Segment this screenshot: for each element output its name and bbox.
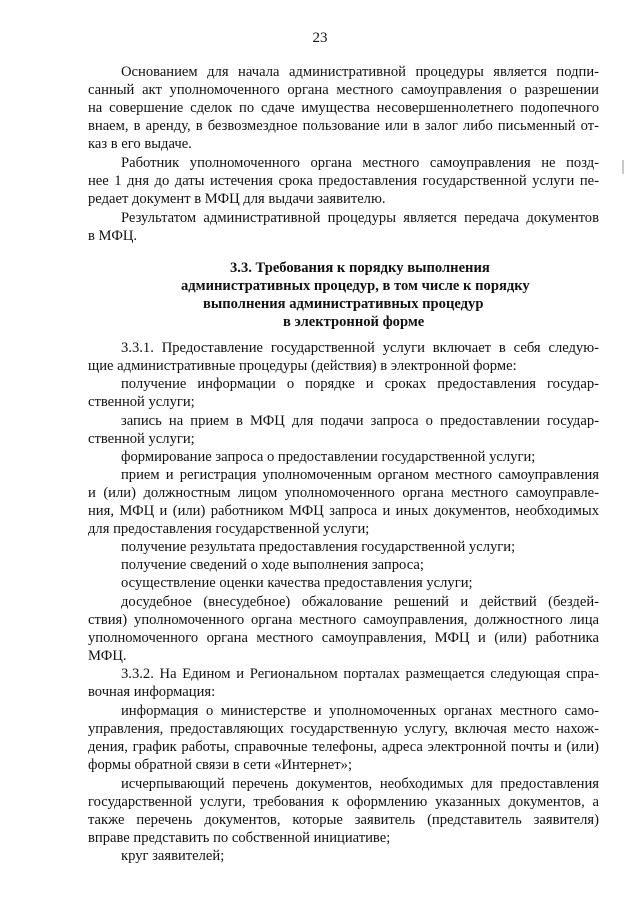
text-line: 3.3.1. Предоставление государственной услуги включает в себя следую- (121, 340, 599, 356)
text-line: формы обратной связи в сети «Интернет»; (88, 757, 353, 773)
text-line: Основанием для начала административной процедуры является подпи- (121, 64, 599, 80)
page-number: 23 (312, 30, 328, 46)
text-line: получение результата предоставления государственной услуги; (121, 539, 516, 555)
text-line: формирование запроса о предоставлении государственной услуги; (121, 449, 536, 465)
text-line: управления, предоставляющих государственную услугу, включая место нахож- (88, 721, 599, 737)
text-line: получение сведений о ходе выполнения запроса; (121, 557, 424, 573)
text-line: ственной услуги; (88, 394, 195, 410)
text-line: вочная информация: (88, 684, 216, 700)
text-line: уполномоченного органа местного самоуправления, МФЦ и (или) работника (88, 630, 599, 646)
section-heading: в электронной форме (283, 314, 425, 330)
text-line: информация о министерстве и уполномоченных органах местного само- (121, 703, 599, 719)
text-line: вправе представить по собственной инициативе; (88, 830, 391, 846)
text-line: Результатом административной процедуры является передача документов (121, 210, 599, 226)
text-line: щие административные процедуры (действия) в электронной форме: (88, 358, 517, 374)
text-line: также перечень документов, которые заявитель (представитель заявителя) (88, 812, 599, 828)
section-heading: административных процедур, в том числе к порядку (181, 278, 530, 294)
section-heading: выполнения административных процедур (203, 296, 484, 312)
text-line: ствия) уполномоченного органа местного самоуправления, должностного лица (88, 612, 599, 628)
text-line: Работник уполномоченного органа местного самоуправления не позд- (121, 155, 599, 171)
text-line: прием и регистрация уполномоченным органом местного самоуправления (121, 467, 599, 483)
text-line: санный акт уполномоченного органа местного самоуправления о разрешении (88, 82, 599, 98)
text-line: ния, МФЦ и (или) работником МФЦ запроса и иных документов, необходимых (88, 503, 599, 519)
text-line: получение информации о порядке и сроках предоставления государ- (121, 376, 599, 392)
text-line: дения, график работы, справочные телефоны, адреса электронной почты и (или) (88, 739, 599, 755)
text-line: осуществление оценки качества предоставления услуги; (121, 575, 473, 591)
text-line: ственной услуги; (88, 431, 195, 447)
text-line: и (или) должностным лицом уполномоченного органа местного самоуправле- (88, 485, 599, 501)
text-line: круг заявителей; (121, 848, 225, 864)
text-line: на совершение сделок по сдаче имущества несовершеннолетнего подопечного (88, 100, 599, 116)
text-line: государственной услуги, требования к оформлению указанных документов, а (88, 794, 599, 810)
text-line: каз в его выдаче. (88, 136, 192, 152)
text-line: исчерпывающий перечень документов, необходимых для предоставления (121, 776, 599, 792)
margin-mark (622, 160, 624, 174)
text-line: в МФЦ. (88, 228, 138, 244)
text-line: запись на прием в МФЦ для подачи запроса о предоставлении государ- (121, 413, 599, 429)
text-line: редает документ в МФЦ для выдачи заявителю. (88, 191, 386, 207)
text-line: внаем, в аренду, в безвозмездное пользование или в залог либо письменный от- (88, 118, 599, 134)
section-heading: 3.3. Требования к порядку выполнения (230, 260, 490, 276)
text-line: 3.3.2. На Едином и Региональном порталах размещается следующая спра- (121, 666, 599, 682)
text-line: нее 1 дня до даты истечения срока предоставления государственной услуги пе- (88, 173, 599, 189)
text-line: МФЦ. (88, 648, 127, 664)
text-line: для предоставления государственной услуги; (88, 521, 370, 537)
text-line: досудебное (внесудебное) обжалование решений и действий (бездей- (121, 594, 599, 610)
